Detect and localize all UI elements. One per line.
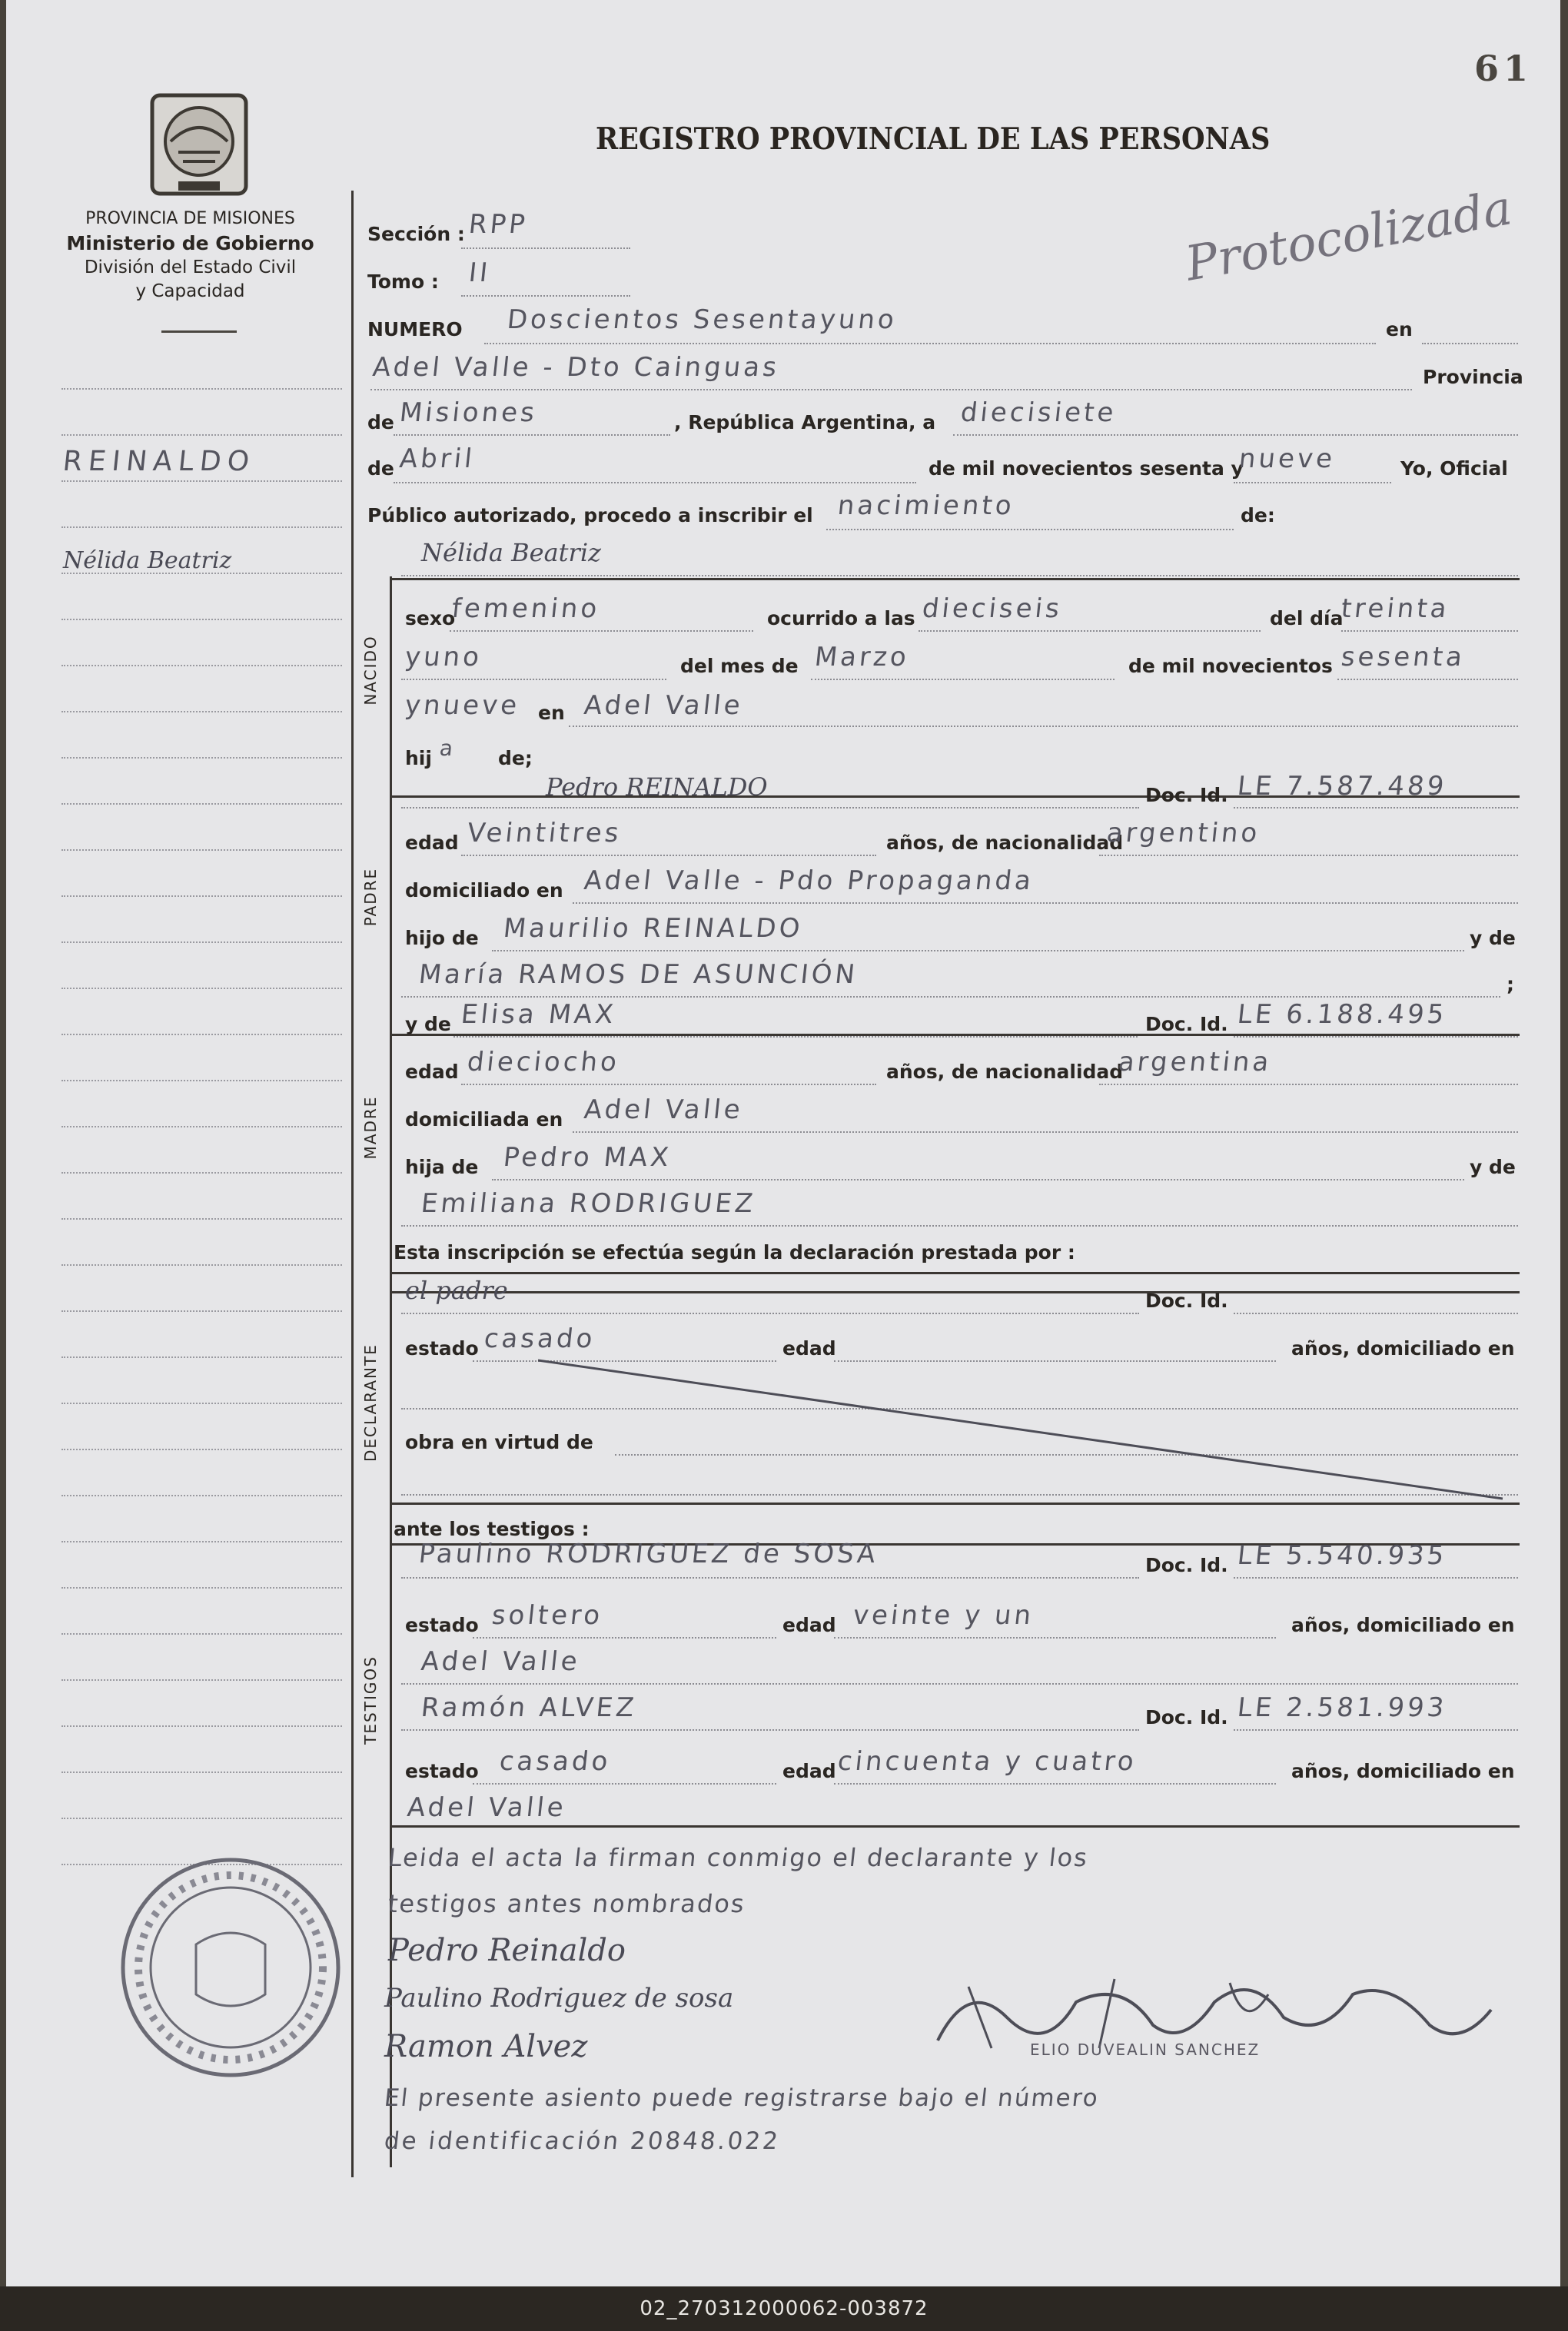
label-y-de-madre2: y de	[1470, 1156, 1516, 1178]
label-numero: NUMERO	[367, 318, 463, 340]
note-line-2: de identificación 20848.022	[383, 2127, 782, 2155]
header-ministry: Ministerio de Gobierno	[66, 231, 314, 254]
value-testigo1-doc: LE 5.540.935	[1235, 1540, 1449, 1571]
label-en: en	[1386, 318, 1413, 340]
section-testigos: TESTIGOS	[361, 1655, 380, 1745]
value-padre-edad: Veintitres	[465, 818, 623, 848]
signature-witness1: Paulino Rodriguez de sosa	[384, 1983, 734, 2014]
value-padre-dom: Adel Valle - Pdo Propaganda	[582, 865, 1036, 896]
label-doc-declarante: Doc. Id.	[1145, 1290, 1228, 1312]
label-tomo: Tomo :	[367, 271, 439, 293]
value-anio-nac: sesenta	[1339, 642, 1467, 672]
value-testigo2-edad: cincuenta y cuatro	[835, 1746, 1138, 1777]
label-obra: obra en virtud de	[405, 1431, 593, 1453]
label-seccion: Sección :	[367, 223, 465, 245]
label-semicolon: ;	[1507, 973, 1514, 995]
value-dia-nac2: yuno	[403, 642, 484, 672]
value-acto: nacimiento	[835, 490, 1016, 521]
value-testigo1: Paulino RODRIGUEZ de SOSA	[417, 1539, 880, 1569]
label-doc-testigo1: Doc. Id.	[1145, 1554, 1228, 1576]
label-hijo-de: hijo de	[405, 927, 479, 949]
header-divider	[161, 330, 237, 333]
value-testigo2-estado: casado	[497, 1746, 613, 1777]
label-ocurrido: ocurrido a las	[767, 607, 915, 629]
value-tomo: II	[467, 257, 493, 288]
label-doc-madre: Doc. Id.	[1145, 1013, 1228, 1035]
value-testigo1-edad: veinte y un	[851, 1600, 1036, 1631]
value-padre-doc: LE 7.587.489	[1235, 771, 1449, 802]
section-nacido: NACIDO	[361, 635, 380, 706]
value-declarante: el padre	[405, 1276, 508, 1305]
protocolizada-stamp: Protocolizada	[1181, 179, 1517, 292]
label-estado-testigo1: estado	[405, 1614, 479, 1636]
label-estado-testigo2: estado	[405, 1760, 479, 1782]
value-padre-madre: María RAMOS DE ASUNCIÓN	[417, 959, 859, 990]
value-numero: Doscientos Sesentayuno	[505, 304, 899, 335]
value-madre-madre: Emiliana RODRIGUEZ	[419, 1188, 758, 1219]
value-testigo1-estado: soltero	[490, 1600, 605, 1631]
value-anio: nueve	[1237, 443, 1337, 474]
provincial-seal-icon	[148, 91, 251, 198]
margin-given-names: Nélida Beatriz	[63, 547, 232, 574]
label-dom-madre: domiciliada en	[405, 1108, 563, 1131]
image-caption: 02_270312000062-003872	[639, 2297, 929, 2320]
value-madre-doc: LE 6.188.495	[1235, 999, 1449, 1030]
rule-declarante	[390, 1291, 1520, 1293]
value-nombre: Nélida Beatriz	[421, 538, 601, 567]
value-mes-nac: Marzo	[812, 642, 911, 672]
label-de-mil: de mil novecientos sesenta y	[929, 457, 1244, 480]
value-seccion: RPP	[467, 209, 530, 240]
value-lugar: Adel Valle - Dto Cainguas	[370, 352, 782, 383]
margin-rule	[351, 191, 354, 2177]
value-provincia: Misiones	[397, 397, 540, 428]
header-province: PROVINCIA DE MISIONES	[85, 209, 295, 228]
label-hija-de: hija de	[405, 1156, 479, 1178]
label-edad-declarante: edad	[782, 1337, 836, 1360]
label-del-dia: del día	[1270, 607, 1344, 629]
label-dom-testigo1: años, domiciliado en	[1291, 1614, 1515, 1636]
signature-witness2: Ramon Alvez	[384, 2029, 588, 2064]
label-yo-oficial: Yo, Oficial	[1400, 457, 1508, 480]
section-declarante: DECLARANTE	[361, 1343, 380, 1462]
rule-nacido	[390, 578, 1520, 580]
value-dia-nac: treinta	[1339, 593, 1451, 624]
value-padre-padre: Maurilio REINALDO	[501, 913, 805, 944]
value-madre-nombre: Elisa MAX	[459, 999, 618, 1030]
value-dia: diecisiete	[958, 397, 1118, 428]
label-de-provincia: de	[367, 411, 394, 433]
official-round-stamp-icon	[115, 1852, 346, 2083]
label-edad-madre: edad	[405, 1061, 459, 1083]
label-de-semicolon: de;	[498, 747, 533, 769]
value-testigo2-dom: Adel Valle	[405, 1792, 568, 1823]
section-rule	[390, 576, 392, 2167]
value-testigo1-dom: Adel Valle	[419, 1646, 582, 1677]
label-de-colon: de:	[1241, 504, 1275, 526]
value-sexo: femenino	[450, 593, 602, 624]
value-madre-padre: Pedro MAX	[501, 1142, 673, 1173]
value-madre-nac: argentina	[1116, 1047, 1274, 1078]
closing-line-1: Leida el acta la firman conmigo el declarante y los	[387, 1843, 1090, 1872]
signature-father: Pedro Reinaldo	[388, 1933, 626, 1968]
value-padre-nombre: Pedro REINALDO	[546, 772, 768, 802]
value-madre-dom: Adel Valle	[582, 1094, 745, 1125]
note-line-1: El presente asiento puede registrarse bajo el número	[383, 2084, 1101, 2112]
value-madre-edad: dieciocho	[465, 1047, 622, 1078]
label-doc-testigo2: Doc. Id.	[1145, 1706, 1228, 1728]
header-division: División del Estado Civil	[84, 257, 297, 278]
page-title: REGISTRO PROVINCIAL DE LAS PERSONAS	[596, 121, 1271, 157]
label-doc-padre: Doc. Id.	[1145, 784, 1228, 806]
label-edad-testigo1: edad	[782, 1614, 836, 1636]
cancel-stroke	[538, 1353, 1507, 1506]
label-sexo: sexo	[405, 607, 456, 629]
margin-surname: REINALDO	[61, 446, 257, 477]
rule-testigos-end	[390, 1825, 1520, 1828]
value-anio-nac2: ynueve	[403, 690, 522, 721]
label-esta-inscripcion: Esta inscripción se efectúa según la declaración prestada por :	[394, 1241, 1075, 1263]
value-testigo2: Ramón ALVEZ	[419, 1692, 639, 1723]
closing-line-2: testigos antes nombrados	[387, 1889, 747, 1918]
label-nac-madre: años, de nacionalidad	[886, 1061, 1124, 1083]
value-hij-suffix: a	[438, 735, 457, 761]
label-dom-declarante: años, domiciliado en	[1291, 1337, 1515, 1360]
label-hij: hij	[405, 747, 432, 769]
label-del-mes: del mes de	[680, 655, 799, 677]
label-dom-padre: domiciliado en	[405, 879, 563, 902]
label-y-de-padre: y de	[1470, 927, 1516, 949]
label-de-mil2: de mil novecientos	[1128, 655, 1333, 677]
page-number: 61	[1474, 48, 1533, 89]
label-y-de-madre: y de	[405, 1013, 451, 1035]
label-publico: Público autorizado, procedo a inscribir el	[367, 504, 813, 526]
label-edad-padre: edad	[405, 832, 459, 854]
label-estado-declarante: estado	[405, 1337, 479, 1360]
official-name: ELIO DUVEALIN SANCHEZ	[1030, 2040, 1261, 2059]
section-padre: PADRE	[361, 867, 380, 927]
label-nac-padre: años, de nacionalidad	[886, 832, 1124, 854]
header-capacity: y Capacidad	[135, 281, 245, 302]
label-edad-testigo2: edad	[782, 1760, 836, 1782]
label-ante-testigos: ante los testigos :	[394, 1518, 590, 1540]
value-lugar-nac: Adel Valle	[582, 690, 745, 721]
value-hora: dieciseis	[920, 593, 1064, 624]
value-mes: Abril	[397, 443, 477, 474]
value-padre-nac: argentino	[1105, 818, 1262, 848]
rule-madre-end	[390, 1272, 1520, 1274]
label-en-lugar: en	[538, 702, 565, 724]
label-de-mes: de	[367, 457, 394, 480]
value-declarante-estado: casado	[482, 1323, 597, 1354]
label-dom-testigo2: años, domiciliado en	[1291, 1760, 1515, 1782]
value-testigo2-doc: LE 2.581.993	[1235, 1692, 1449, 1723]
label-republica: , República Argentina, a	[674, 411, 936, 433]
label-provincia: Provincia	[1423, 366, 1523, 388]
section-madre: MADRE	[361, 1095, 380, 1160]
